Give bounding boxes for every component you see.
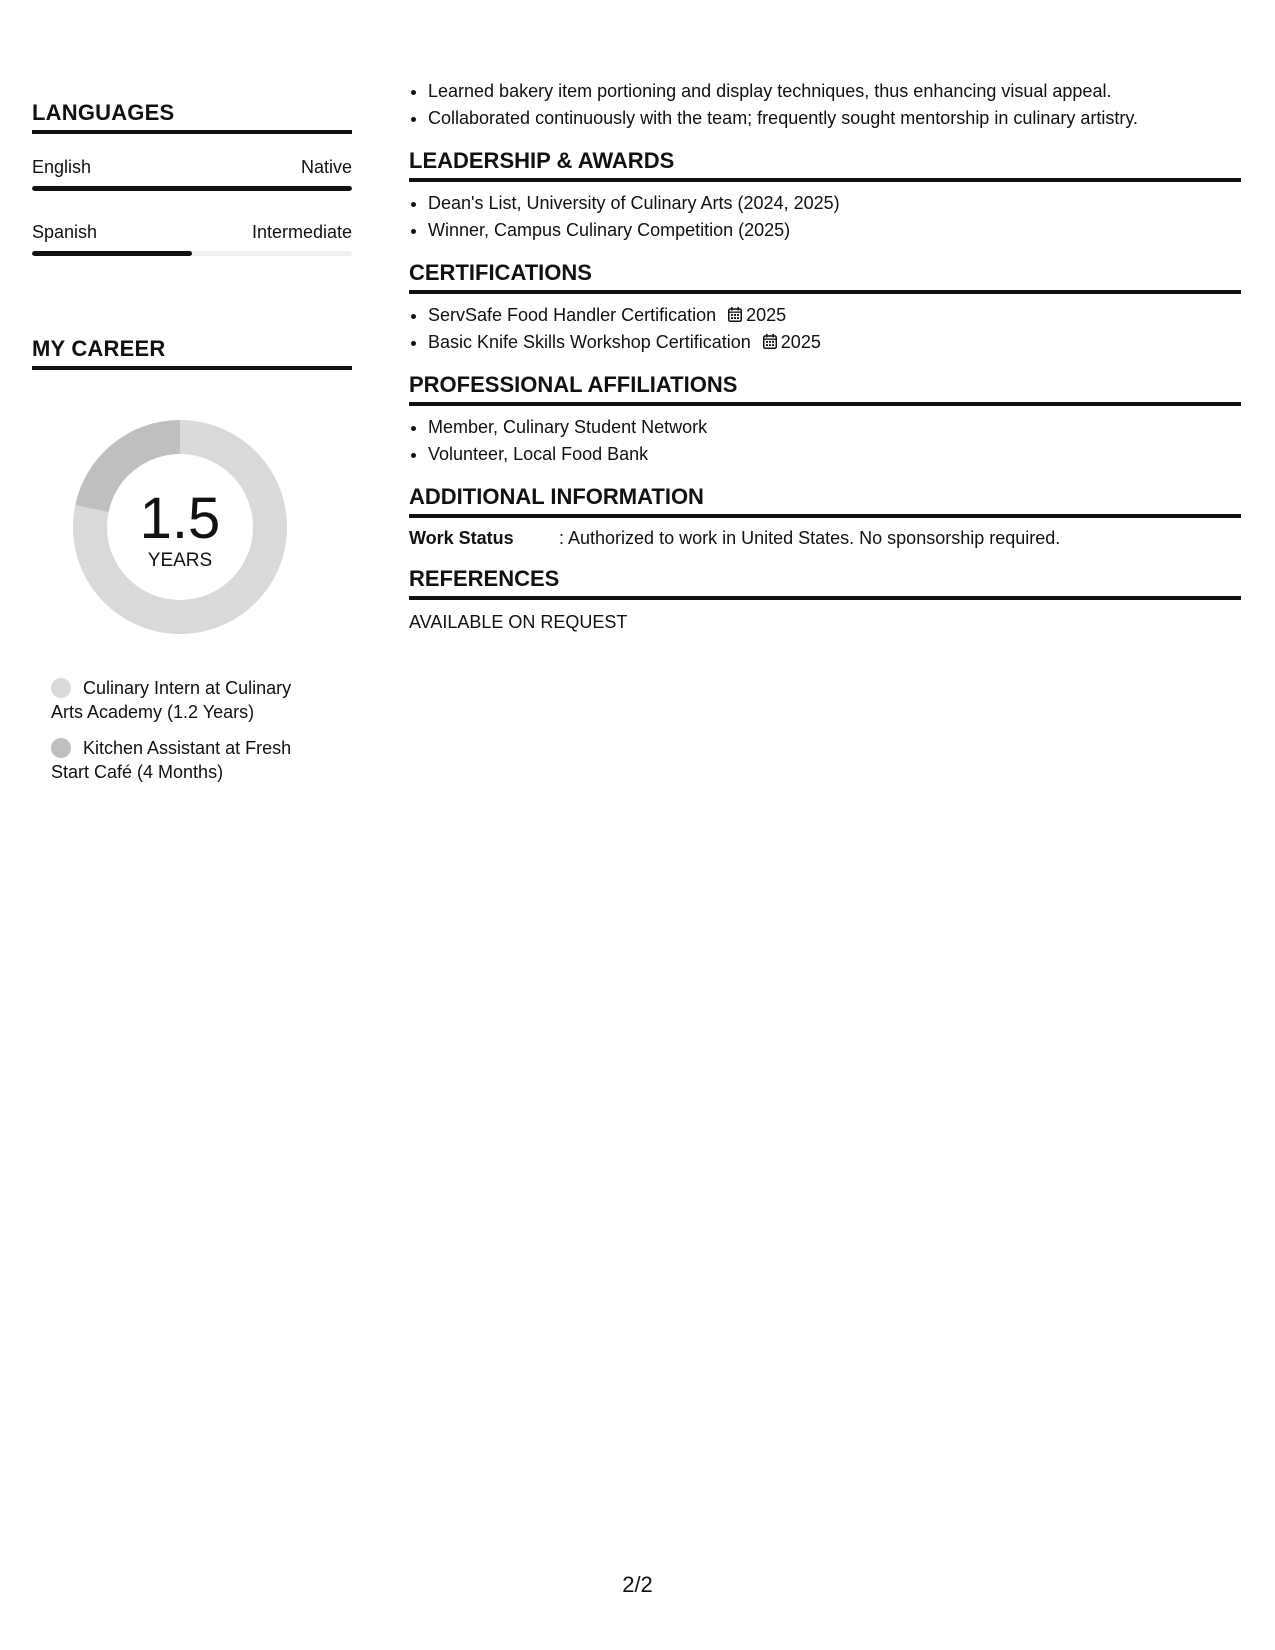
donut-center	[67, 486, 293, 572]
list-item	[428, 302, 1241, 329]
language-row-english	[32, 156, 352, 178]
career-legend-item	[51, 676, 311, 724]
career-legend-item	[51, 736, 311, 784]
sidebar	[32, 100, 352, 796]
languages-title: LANGUAGES	[32, 100, 352, 134]
legend-label: Kitchen Assistant at Fresh Start Café (4 Months)	[51, 738, 292, 782]
language-bar-spanish	[32, 251, 352, 256]
affiliations-list	[409, 414, 1241, 468]
language-level: Intermediate	[251, 222, 352, 242]
career-donut-chart	[67, 414, 293, 640]
language-level: Native	[300, 157, 352, 177]
work-status-value: : Authorized to work in United States. No sponsorship required.	[559, 528, 1061, 548]
legend-dot	[51, 738, 71, 758]
certification-year: 2025	[746, 305, 787, 325]
calendar-icon	[728, 307, 742, 322]
page-number: 2/2	[622, 1572, 653, 1597]
language-bar-english	[32, 186, 352, 191]
language-bar-fill	[32, 251, 192, 256]
career-legend	[51, 676, 311, 784]
calendar-icon	[763, 334, 777, 349]
leadership-title: LEADERSHIP & AWARDS	[409, 148, 1241, 182]
certifications-list	[409, 302, 1241, 356]
career-title: MY CAREER	[32, 336, 352, 370]
main-content	[409, 78, 1241, 634]
language-name: English	[32, 157, 92, 177]
legend-dot	[51, 678, 71, 698]
references-text: AVAILABLE ON REQUEST	[409, 612, 628, 632]
list-item: • Winner, Campus Culinary Competition (2025)	[428, 217, 1241, 244]
list-item: • Volunteer, Local Food Bank	[428, 441, 1241, 468]
language-row-spanish	[32, 221, 352, 243]
work-status-row	[409, 526, 1241, 550]
language-bar-fill	[32, 186, 352, 191]
language-name: Spanish	[32, 222, 98, 242]
additional-info-title: ADDITIONAL INFORMATION	[409, 484, 1241, 518]
list-item: • Member, Culinary Student Network	[428, 414, 1241, 441]
references-title: REFERENCES	[409, 566, 1241, 600]
list-item: • Learned bakery item portioning and display techniques, thus enhancing visual appeal.	[428, 78, 1241, 105]
list-item: • Collaborated continuously with the team; frequently sought mentorship in culinary artistry.	[428, 105, 1241, 132]
list-item	[428, 329, 1241, 356]
affiliations-title: PROFESSIONAL AFFILIATIONS	[409, 372, 1241, 406]
experience-bullets	[409, 78, 1241, 132]
work-status-label: Work Status	[409, 528, 514, 548]
certifications-title: CERTIFICATIONS	[409, 260, 1241, 294]
certification-name: Basic Knife Skills Workshop Certification	[428, 332, 751, 352]
certification-name: ServSafe Food Handler Certification	[428, 305, 717, 325]
list-item: • Dean's List, University of Culinary Arts (2024, 2025)	[428, 190, 1241, 217]
certification-year: 2025	[780, 332, 821, 352]
leadership-list	[409, 190, 1241, 244]
career-total-value: 1.5	[139, 486, 221, 551]
legend-label: Culinary Intern at Culinary Arts Academy (1.2 Years)	[51, 678, 292, 722]
career-total-unit: YEARS	[147, 550, 213, 571]
